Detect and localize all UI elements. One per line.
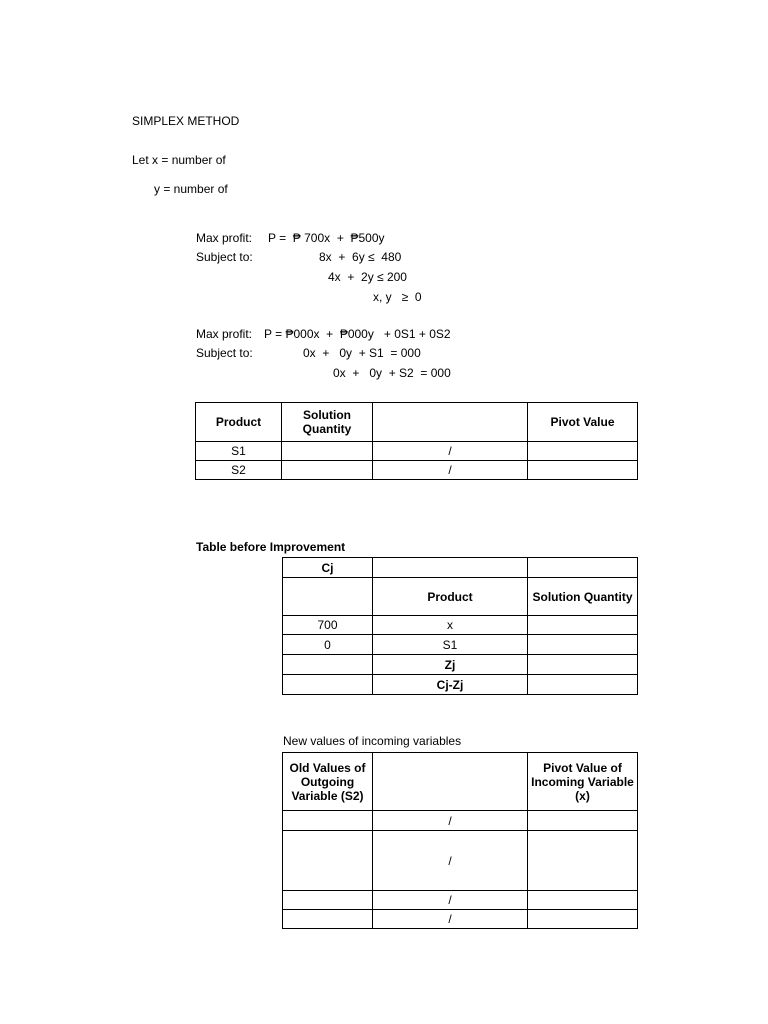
subject-to-label-2: Subject to: xyxy=(196,346,253,360)
table-row xyxy=(196,461,638,480)
constraint-2: 4x + 2y ≤ 200 xyxy=(328,270,407,284)
header-product: Product xyxy=(373,578,528,616)
table-header-row xyxy=(196,403,638,442)
table-cell: / xyxy=(373,891,528,910)
table-cell: / xyxy=(373,442,528,461)
table-cell xyxy=(528,655,638,675)
table-cell xyxy=(283,831,373,891)
table-cell xyxy=(528,891,638,910)
header-empty xyxy=(373,753,528,811)
header-old-values: Old Values of Outgoing Variable (S2) xyxy=(283,753,373,811)
constraint-1: 8x + 6y ≤ 480 xyxy=(319,250,402,264)
max-profit-expression-2: P = ₱000x + ₱000y + 0S1 + 0S2 xyxy=(264,327,451,341)
table-row xyxy=(283,831,638,891)
table-cell xyxy=(283,891,373,910)
table-cell: / xyxy=(373,831,528,891)
table-cell xyxy=(528,635,638,655)
table-cell xyxy=(283,811,373,831)
table-cell xyxy=(528,675,638,695)
new-values-table xyxy=(282,752,638,929)
table-before-improvement-title: Table before Improvement xyxy=(196,540,346,554)
table-cell xyxy=(373,558,528,578)
table-cell: x xyxy=(373,616,528,635)
table-row xyxy=(283,635,638,655)
zj-cell: Zj xyxy=(373,655,528,675)
table-header-row xyxy=(283,578,638,616)
table-cell xyxy=(528,831,638,891)
table-cell: S2 xyxy=(196,461,282,480)
table-cell xyxy=(528,442,638,461)
new-values-title: New values of incoming variables xyxy=(283,734,462,748)
heading: SIMPLEX METHOD xyxy=(132,114,240,128)
table-row xyxy=(283,811,638,831)
table-cell xyxy=(283,910,373,929)
cj-cell: Cj xyxy=(283,558,373,578)
table-cell: S1 xyxy=(196,442,282,461)
table-cell: S1 xyxy=(373,635,528,655)
table-cell: 0 xyxy=(283,635,373,655)
table-header-row xyxy=(283,753,638,811)
table-before-improvement xyxy=(282,557,638,695)
header-empty xyxy=(373,403,528,442)
header-pivot-value-incoming: Pivot Value of Incoming Variable (x) xyxy=(528,753,638,811)
table-row xyxy=(283,891,638,910)
header-product: Product xyxy=(196,403,282,442)
max-profit-expression-1: P = ₱ 700x + ₱500y xyxy=(268,231,385,245)
pivot-table xyxy=(195,402,638,480)
table-row xyxy=(196,442,638,461)
max-profit-label-1: Max profit: xyxy=(196,231,253,245)
table-cell xyxy=(282,442,373,461)
table-cell xyxy=(283,655,373,675)
let-y-line: y = number of xyxy=(154,182,228,196)
header-solution-quantity: Solution Quantity xyxy=(528,578,638,616)
table-cell xyxy=(283,675,373,695)
table-row xyxy=(283,910,638,929)
table-cell: 700 xyxy=(283,616,373,635)
header-pivot-value: Pivot Value xyxy=(528,403,638,442)
table-cell xyxy=(528,811,638,831)
subject-to-label-1: Subject to: xyxy=(196,250,253,264)
table-row xyxy=(283,616,638,635)
table-cell: / xyxy=(373,811,528,831)
standard-constraint-2: 0x + 0y + S2 = 000 xyxy=(333,366,451,380)
constraint-nonneg: x, y ≥ 0 xyxy=(373,290,422,304)
table-cell: / xyxy=(373,910,528,929)
cj-zj-row xyxy=(283,675,638,695)
max-profit-label-2: Max profit: xyxy=(196,327,253,341)
table-cell xyxy=(528,461,638,480)
table-cell: / xyxy=(373,461,528,480)
header-solution-quantity: Solution Quantity xyxy=(282,403,373,442)
table-cell xyxy=(528,616,638,635)
cj-zj-cell: Cj-Zj xyxy=(373,675,528,695)
standard-constraint-1: 0x + 0y + S1 = 000 xyxy=(303,346,421,360)
header-empty xyxy=(283,578,373,616)
cj-row xyxy=(283,558,638,578)
zj-row xyxy=(283,655,638,675)
table-cell xyxy=(528,910,638,929)
let-x-line: Let x = number of xyxy=(132,153,226,167)
table-cell xyxy=(282,461,373,480)
table-cell xyxy=(528,558,638,578)
